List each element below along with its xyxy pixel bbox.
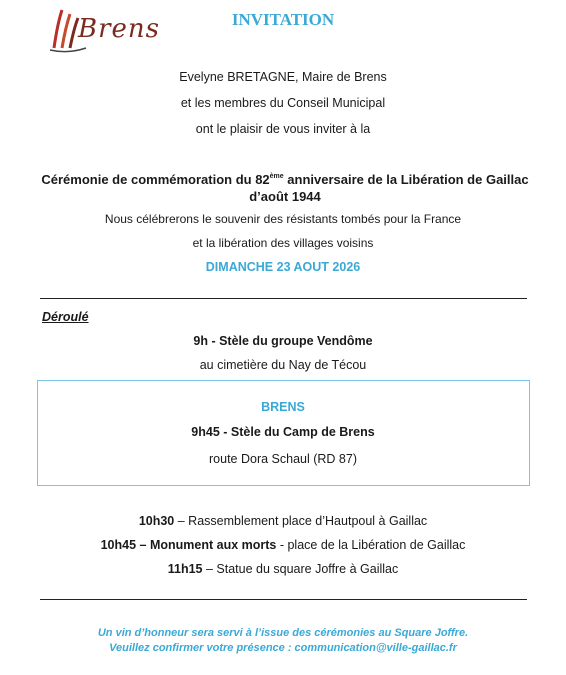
schedule-rest: - place de la Libération de Gaillac xyxy=(276,538,466,552)
schedule-rest: – Rassemblement place d’Hautpoul à Gaillac xyxy=(174,514,428,528)
celebrate-line-2: et la libération des villages voisins xyxy=(192,236,374,250)
stop1-place: au cimetière du Nay de Técou xyxy=(199,358,367,372)
divider-top xyxy=(40,298,527,299)
ceremony-title xyxy=(40,168,530,205)
box-title: 9h45 - Stèle du Camp de Brens xyxy=(191,425,375,439)
schedule-time: 10h45 xyxy=(100,538,137,552)
schedule-item xyxy=(0,562,566,576)
divider-bottom xyxy=(40,599,527,600)
page-title: INVITATION xyxy=(231,10,335,29)
schedule-item xyxy=(0,538,566,552)
ceremony-title-pre: Cérémonie de commémoration du 82 xyxy=(41,172,270,187)
celebrate-line-1: Nous célébrerons le souvenir des résistants tombés pour la France xyxy=(104,212,462,226)
intro-line-1: Evelyne BRETAGNE, Maire de Brens xyxy=(179,70,387,84)
intro-line-2: et les membres du Conseil Municipal xyxy=(180,96,386,110)
schedule-bold: – Monument aux morts xyxy=(136,538,277,552)
logo-text: Brens xyxy=(78,14,161,44)
event-date: DIMANCHE 23 AOUT 2026 xyxy=(205,260,361,274)
ceremony-title-sup: ème xyxy=(269,173,284,180)
schedule-item xyxy=(0,514,566,528)
schedule-time: 11h15 xyxy=(167,562,203,576)
ceremony-title-post: anniversaire de la Libération de Gaillac d’août 1944 xyxy=(249,172,529,204)
schedule-rest: – Statue du square Joffre à Gaillac xyxy=(202,562,399,576)
footer-line-1: Un vin d’honneur sera servi à l’issue des cérémonies au Square Joffre. xyxy=(97,627,469,639)
stop1-title: 9h - Stèle du groupe Vendôme xyxy=(193,334,373,348)
schedule-time: 10h30 xyxy=(138,514,175,528)
box-place: route Dora Schaul (RD 87) xyxy=(209,452,357,466)
intro-line-3: ont le plaisir de vous inviter à la xyxy=(195,122,371,136)
box-heading: BRENS xyxy=(261,400,305,414)
deroule-heading: Déroulé xyxy=(42,310,89,324)
footer-line-2: Veuillez confirmer votre présence : communication@ville-gaillac.fr xyxy=(109,642,457,654)
